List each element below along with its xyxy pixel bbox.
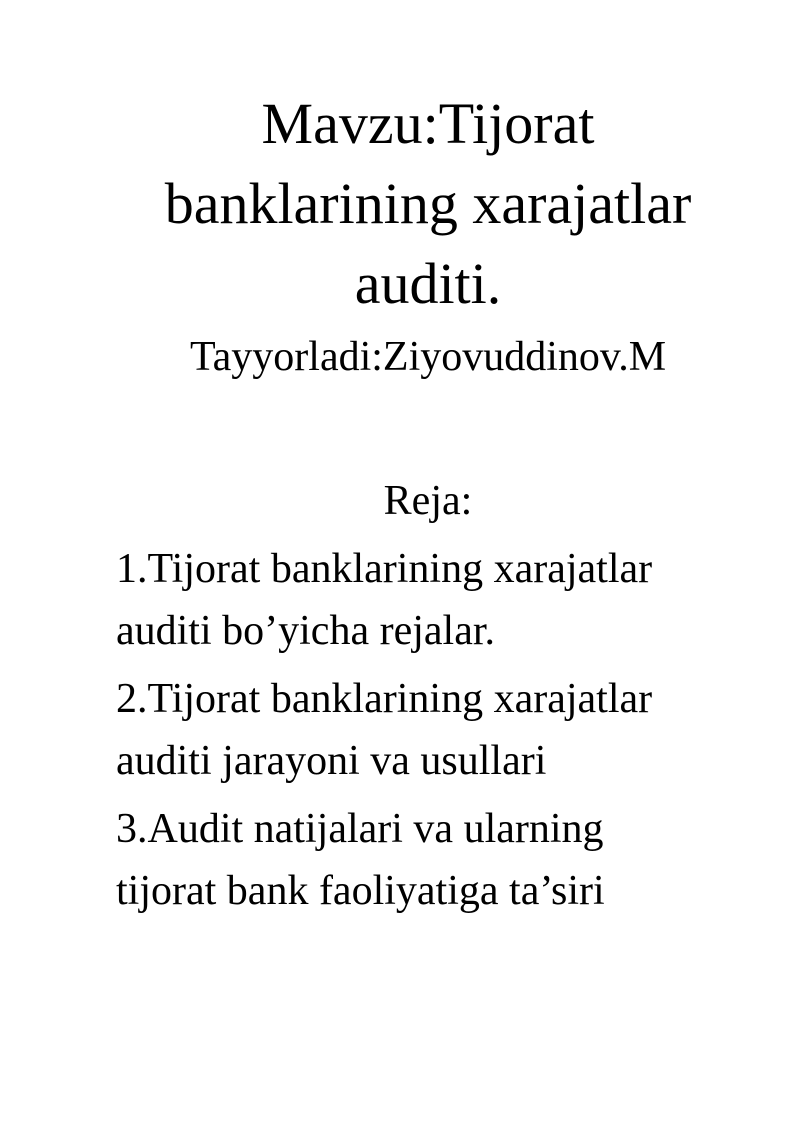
plan-heading: Reja:	[383, 478, 473, 524]
plan-item-line: tijorat bank faoliyatiga ta’siri	[116, 868, 605, 914]
title-line: Mavzu:Tijorat	[261, 91, 595, 156]
plan-item	[116, 798, 796, 922]
page-title	[0, 84, 800, 324]
plan-list	[116, 538, 796, 928]
plan-item-line: 3.Audit natijalari va ularning	[116, 806, 604, 852]
plan-item-line: 1.Tijorat banklarining xarajatlar	[116, 546, 653, 592]
plan-item-line: auditi bo’yicha rejalar.	[116, 608, 496, 654]
title-line: auditi.	[354, 251, 502, 316]
plan-item-line: 2.Tijorat banklarining xarajatlar	[116, 676, 653, 722]
title-line: banklarining xarajatlar	[164, 171, 692, 236]
author-line: Tayyorladi:Ziyovuddinov.M	[189, 334, 667, 380]
plan-item-line: auditi jarayoni va usullari	[116, 738, 547, 784]
plan-item	[116, 668, 796, 792]
plan-item	[116, 538, 796, 662]
